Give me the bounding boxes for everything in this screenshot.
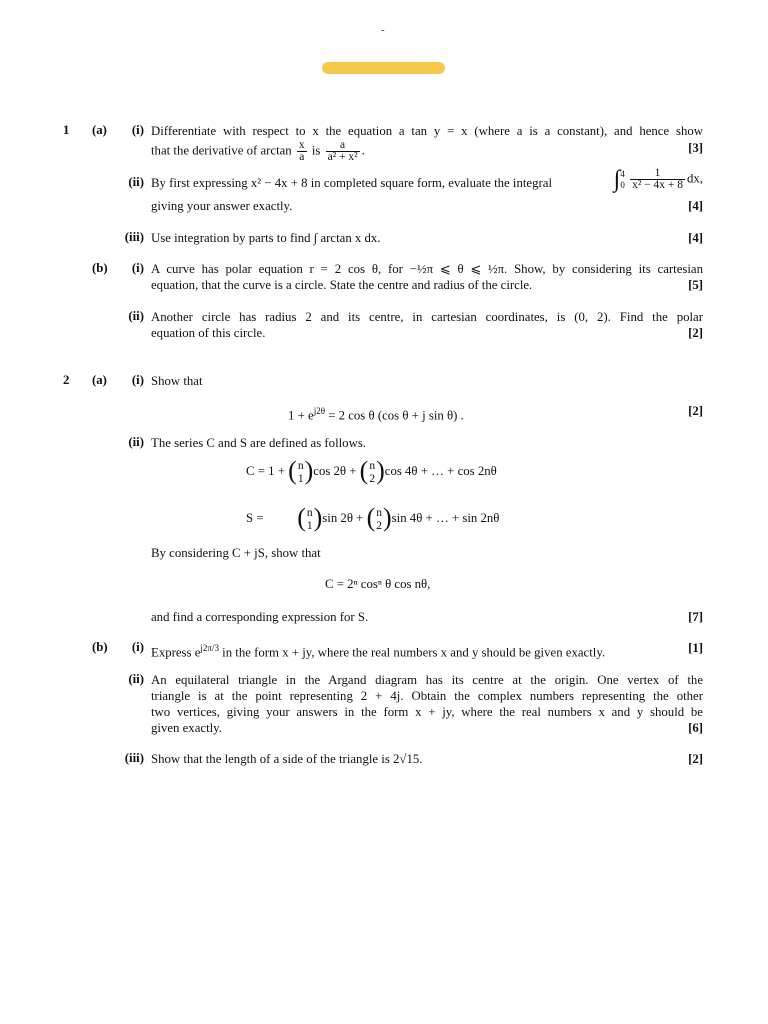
- q2b-ii-line1: An equilateral triangle in the Argand diagram has its centre at the origin. One vertex of the: [151, 673, 703, 687]
- q1-part-a-label: (a): [92, 123, 107, 137]
- series-c-equation: C = 1 + ( n 1 )cos 2θ + ( n 2 )cos 4θ + … + cos 2nθ: [246, 456, 497, 486]
- q1a-ii-label: (ii): [128, 175, 144, 189]
- frac-num: a: [326, 140, 360, 152]
- integral-expression: [614, 168, 703, 191]
- q1b-ii-label: (ii): [128, 309, 144, 323]
- q1-part-b-label: (b): [92, 261, 108, 275]
- x-over-a-fraction: [297, 140, 307, 163]
- is-text: is: [311, 143, 321, 158]
- q2a-i-text: Show that: [151, 374, 203, 388]
- binomial-n-2: ( n 2 ): [359, 456, 385, 486]
- q1a-iii-line: Use integration by parts to find ∫ arctan x dx. [4]: [151, 231, 703, 245]
- q1a-iii-label: (iii): [124, 230, 144, 244]
- marks: [4]: [688, 199, 703, 213]
- marks: [2]: [688, 326, 703, 340]
- q1a-i-label: (i): [131, 123, 144, 137]
- q1b-i-line1: A curve has polar equation r = 2 cos θ, for −½π ⩽ θ ⩽ ½π. Show, by considering its cartesian: [151, 262, 703, 276]
- question-1-number: 1: [63, 123, 70, 137]
- integral-sign: ∫: [613, 166, 621, 193]
- q2a-i-label: (i): [131, 373, 144, 387]
- q2-part-b-label: (b): [92, 640, 108, 654]
- q2-part-a-label: (a): [92, 373, 107, 387]
- q1a-ii-line2: giving your answer exactly. [4]: [151, 199, 703, 213]
- q2b-i-line: Express $e^{j2\pi/3}$ in the form x + jy, where the real numbers x and y should be given exactly. [1]: [151, 641, 703, 660]
- q2b-ii-line3: two vertices, giving your answers in the form x + jy, where the real numbers x and y should be: [151, 705, 703, 719]
- highlight-bar: [322, 62, 445, 74]
- q2b-ii-line4: given exactly. [6]: [151, 721, 703, 735]
- q2b-ii-label: (ii): [128, 672, 144, 686]
- q2a-ii-label: (ii): [128, 435, 144, 449]
- q1b-i-label: (i): [131, 261, 144, 275]
- q1a-i-line2: that the derivative of arctan $\frac{x}{a}$ is $\frac{a}{\text{a² + x²}}$ . [3]: [151, 139, 703, 163]
- marks: [5]: [688, 278, 703, 292]
- q1a-ii-line1-text: By first expressing x² − 4x + 8 in completed square form, evaluate the integral: [151, 176, 553, 190]
- marks: [1]: [688, 641, 703, 655]
- header-dash: -: [381, 24, 385, 36]
- frac-num: x: [298, 139, 305, 151]
- marks: [2]: [688, 752, 703, 766]
- q2b-ii-line2: triangle is at the point representing 2 + 4j. Obtain the complex numbers representing the other: [151, 689, 703, 703]
- marks: [4]: [688, 231, 703, 245]
- frac-den: a² + x²: [327, 151, 358, 163]
- binomial-n-1: ( n 1 ): [288, 456, 314, 486]
- series-s-equation: S = ( n 1 )sin 2θ + ( n 2 )sin 4θ + … + sin 2nθ: [246, 503, 500, 533]
- frac-den: a: [299, 151, 305, 163]
- marks: [2]: [688, 404, 703, 418]
- binomial-n-2: ( n 2 ): [366, 503, 392, 533]
- q2a-ii-consider: By considering C + jS, show that: [151, 546, 321, 560]
- q1b-ii-line2: equation of this circle. [2]: [151, 326, 703, 340]
- q1a-ii-line1: [151, 168, 703, 198]
- q1a-i-line2-text: that the derivative of arctan: [151, 143, 292, 158]
- q2b-iii-line: Show that the length of a side of the triangle is 2√15. [2]: [151, 752, 703, 766]
- integral-limits: 4 0: [620, 168, 625, 190]
- q2b-i-label: (i): [131, 640, 144, 654]
- q2a-ii-result: C = 2ⁿ cosⁿ θ cos nθ,: [325, 577, 431, 591]
- derivative-fraction: [326, 140, 360, 163]
- question-2-number: 2: [63, 373, 70, 387]
- q1b-ii-line1: Another circle has radius 2 and its centre, in cartesian coordinates, is (0, 2). Find the polar: [151, 310, 703, 324]
- euler-equation: $1 + e^{j2\theta} = 2$ cos θ (cos θ + j sin θ) .: [288, 406, 464, 423]
- dx-text: dx,: [687, 171, 703, 186]
- q2b-iii-label: (iii): [124, 751, 144, 765]
- q1b-i-line2: equation, that the curve is a circle. State the centre and radius of the circle. [5]: [151, 278, 703, 292]
- q1a-i-line1: Differentiate with respect to x the equation a tan y = x (where a is a constant), and hence show: [151, 124, 703, 138]
- integrand-fraction: $\frac{1}{\text{x² − 4x + 8}}$: [632, 167, 683, 191]
- marks: [3]: [688, 141, 703, 155]
- q2a-ii-final: and find a corresponding expression for S. [7]: [151, 610, 703, 624]
- q2a-ii-text: The series C and S are defined as follows.: [151, 436, 366, 450]
- marks: [6]: [688, 721, 703, 735]
- marks: [7]: [688, 610, 703, 624]
- binomial-n-1: ( n 1 ): [297, 503, 323, 533]
